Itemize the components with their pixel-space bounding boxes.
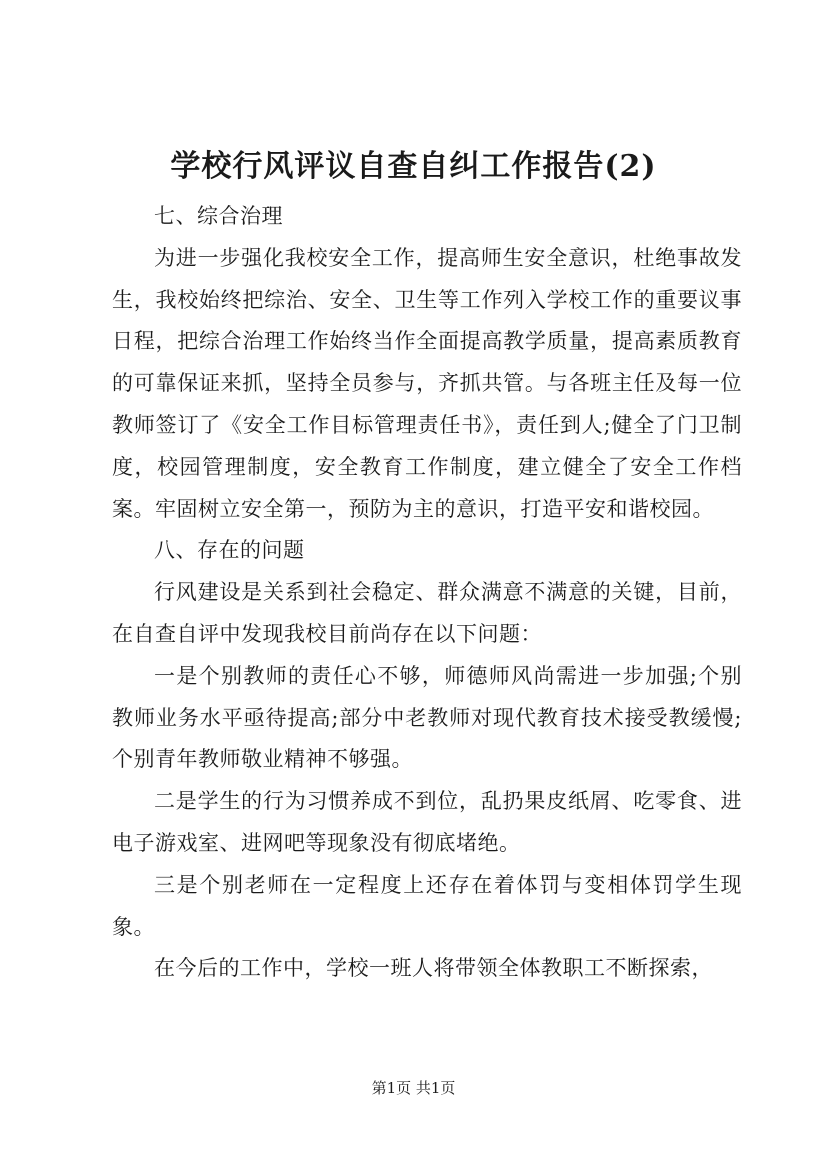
- document-title: 学校行风评议自查自纠工作报告(2): [170, 149, 657, 184]
- paragraph-problems-intro: 行风建设是关系到社会稳定、群众满意不满意的关键，目前，在自查自评中发现我校目前尚存在以下问题：: [112, 580, 742, 646]
- section-heading-7: 七、综合治理: [154, 204, 283, 228]
- section-heading-8: 八、存在的问题: [154, 538, 305, 563]
- paragraph-problem-1: 一是个别教师的责任心不够，师德师风尚需进一步加强;个别教师业务水平亟待提高;部分中老教师对现代教育技术接受教缓慢;个别青年教师敬业精神不够强。: [112, 663, 742, 772]
- document-body: [112, 196, 742, 990]
- paragraph-problem-2: 二是学生的行为习惯养成不到位，乱扔果皮纸屑、吃零食、进电子游戏室、进网吧等现象没有彻底堵绝。: [112, 789, 742, 855]
- paragraph-future-work: 在今后的工作中，学校一班人将带领全体教职工不断探索，: [154, 956, 713, 981]
- page-footer: 第1页 共1页: [371, 1079, 456, 1097]
- paragraph-comprehensive-governance: 为进一步强化我校安全工作，提高师生安全意识，杜绝事故发生，我校始终把综治、安全、卫生等工作列入学校工作的重要议事日程，把综合治理工作始终当作全面提高教学质量，提高素质教育的可靠保证来抓，坚持全员参与，齐抓共管。与各班主任及每一位教师签订了《安全工作目标管理责任书》，责任到人;健全了门卫制度，校园管理制度，安全教育工作制度，建立健全了安全工作档案。牢固树立安全第一，预防为主的意识，打造平安和谐校园。: [112, 245, 742, 521]
- paragraph-problem-3: 三是个别老师在一定程度上还存在着体罚与变相体罚学生现象。: [112, 872, 742, 939]
